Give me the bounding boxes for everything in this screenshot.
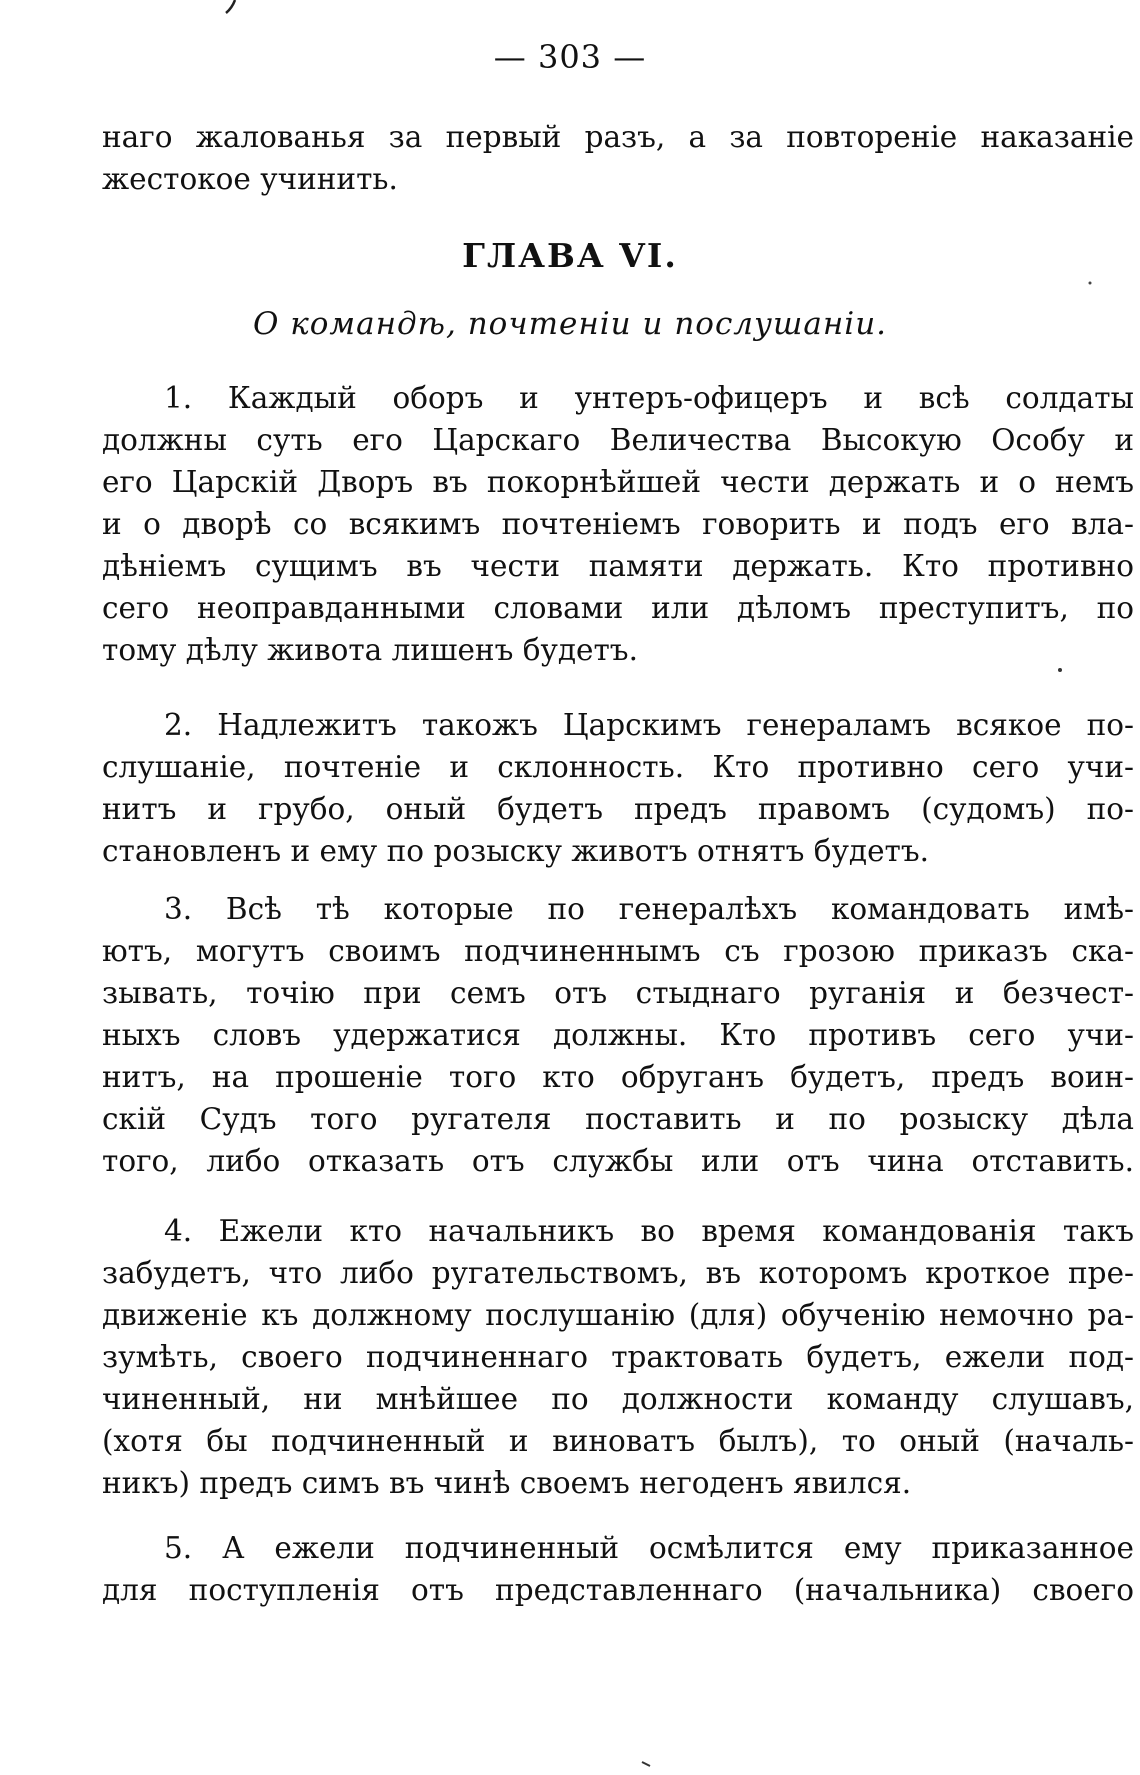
text-line: скій Судъ того ругателя поставить и по розыску дѣла <box>102 1102 1134 1136</box>
text-line: 2. Надлежитъ такожъ Царскимъ генераламъ всякое по- <box>164 708 1134 742</box>
article-2 <box>102 704 1134 872</box>
text-line: становленъ и ему по розыску животъ отнятъ будетъ. <box>102 834 930 868</box>
text-line: должны суть его Царскаго Величества Высокую Особу и <box>102 423 1134 457</box>
text-line: зумѣть, своего подчиненнаго трактовать будетъ, ежели под- <box>102 1340 1134 1374</box>
text-line: 4. Ежели кто начальникъ во время командованія такъ <box>164 1214 1134 1248</box>
text-line: никъ) предъ симъ въ чинѣ своемъ негоденъ явился. <box>102 1466 912 1500</box>
text-line: дѣніемъ сущимъ въ чести памяти держать. Кто противно <box>102 549 1134 583</box>
text-line: движеніе къ должному послушанію (для) обученію немочно ра- <box>102 1298 1134 1332</box>
page-number: — 303 — <box>493 38 647 76</box>
text-line: ныхъ словъ удержатися должны. Кто противъ сего учи- <box>102 1018 1134 1052</box>
article-4 <box>102 1210 1134 1504</box>
chapter-title: ГЛАВА VI. <box>462 236 678 275</box>
text-line: слушаніе, почтеніе и склонность. Кто противно сего учи- <box>102 750 1134 784</box>
text-line: (хотя бы подчиненный и виноватъ былъ), то оный (началь- <box>102 1424 1134 1458</box>
continuation-paragraph <box>102 116 1134 200</box>
text-line: 3. Всѣ тѣ которые по генералѣхъ командовать имѣ- <box>164 892 1134 926</box>
text-line: его Царскій Дворъ въ покорнѣйшей чести держать и о немъ <box>102 465 1134 499</box>
text-line: наго жалованья за первый разъ, а за повтореніе наказаніе <box>102 120 1134 154</box>
text-line: 1. Каждый оборъ и унтеръ-офицеръ и всѣ солдаты <box>164 381 1134 415</box>
text-line: чиненный, ни мнѣйшее по должности команду слушавъ, <box>102 1382 1134 1416</box>
article-1 <box>102 377 1134 671</box>
chapter-subtitle: О командѣ, почтеніи и послушаніи. <box>252 306 888 342</box>
text-line: нитъ и грубо, оный будетъ предъ правомъ (судомъ) по- <box>102 792 1134 826</box>
text-line: того, либо отказать отъ службы или отъ чина отставить. <box>102 1144 1134 1178</box>
text-line: зывать, точію при семъ отъ стыднаго руганія и безчест- <box>102 976 1134 1010</box>
text-line: тому дѣлу живота лишенъ будетъ. <box>102 633 638 667</box>
text-line: 5. А ежели подчиненный осмѣлится ему приказанное <box>164 1531 1134 1565</box>
article-5 <box>102 1527 1134 1611</box>
article-3 <box>102 888 1134 1182</box>
text-line: забудетъ, что либо ругательствомъ, въ которомъ кроткое пре- <box>102 1256 1134 1290</box>
text-line: нитъ, на прошеніе того кто обруганъ будетъ, предъ воин- <box>102 1060 1134 1094</box>
text-line: ютъ, могутъ своимъ подчиненнымъ съ грозою приказъ ска- <box>102 934 1134 968</box>
text-line: и о дворѣ со всякимъ почтеніемъ говорить и подъ его вла- <box>102 507 1134 541</box>
text-line: жестокое учинить. <box>102 162 398 196</box>
text-line: сего неоправданными словами или дѣломъ преступитъ, по <box>102 591 1134 625</box>
text-line: для поступленія отъ представленнаго (начальника) своего <box>102 1573 1134 1607</box>
